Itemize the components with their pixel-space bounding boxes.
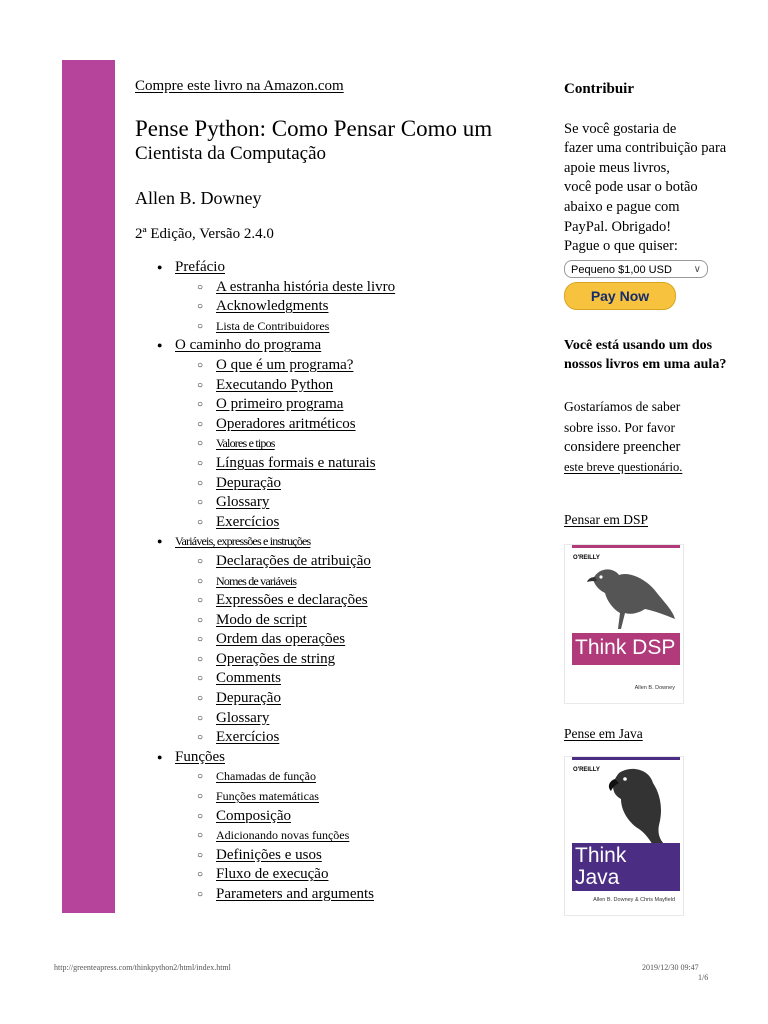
table-of-contents — [135, 258, 535, 905]
contribute-heading: Contribuir — [564, 81, 635, 97]
toc-section-list — [175, 356, 535, 532]
toc-section — [175, 611, 535, 631]
amazon-link[interactable]: Compre este livro na Amazon.com — [135, 78, 344, 94]
footer-url: http://greenteapress.com/thinkpython2/html/index.html — [54, 963, 231, 972]
toc-section-link[interactable]: Valores e tipos — [216, 436, 275, 451]
title-line: Pense Python: Como Pensar Como um — [135, 116, 493, 141]
cover-title-line: Java — [575, 865, 620, 889]
toc-section — [175, 709, 535, 729]
toc-chapter — [135, 336, 535, 532]
survey-text — [564, 397, 744, 477]
toc-section — [175, 650, 535, 670]
toc-section — [175, 826, 535, 846]
class-question — [564, 336, 744, 375]
toc-section — [175, 376, 535, 396]
toc-section-link[interactable]: Definições e usos — [216, 846, 322, 863]
toc-section — [175, 317, 535, 337]
toc-section — [175, 865, 535, 885]
cover-title-band — [572, 843, 680, 891]
toc-section-list — [175, 767, 535, 904]
toc-section — [175, 591, 535, 611]
cover-title: Think DSP — [575, 635, 676, 659]
bird-illustration-icon — [585, 559, 677, 633]
toc-section-link[interactable]: Operadores aritméticos — [216, 415, 356, 432]
chevron-down-icon: ∨ — [693, 263, 701, 275]
toc-section-link[interactable]: O primeiro programa — [216, 396, 344, 413]
contribute-line: fazer uma contribuição para — [564, 140, 727, 157]
cover-author: Allen B. Downey — [634, 685, 675, 692]
toc-section-link[interactable]: Parameters and arguments — [216, 886, 375, 902]
contribute-line: Se você gostaria de — [564, 120, 677, 137]
toc-chapter — [135, 532, 535, 748]
cover-top-bar — [572, 545, 680, 548]
toc-section-link[interactable]: Funções matemáticas — [216, 789, 319, 804]
toc-section-link[interactable]: Declarações de atribuição — [216, 552, 371, 569]
cover-title-band — [572, 633, 680, 665]
page-title — [135, 115, 525, 165]
toc-section — [175, 395, 535, 415]
toc-section-link[interactable]: Fluxo de execução — [216, 866, 329, 883]
cover-publisher: O'REILLY — [573, 554, 600, 561]
contribute-line: Pague o que quiser: — [564, 238, 678, 255]
cover-top-bar — [572, 757, 680, 760]
toc-section-link[interactable]: Lista de Contribuidores — [216, 318, 330, 333]
title-subline: Cientista da Computação — [135, 142, 327, 164]
contribute-line: PayPal. Obrigado! — [564, 218, 672, 235]
footer-date: 2019/12/30 09:47 — [642, 963, 699, 972]
toc-section — [175, 846, 535, 866]
think-java-cover[interactable] — [564, 756, 684, 916]
toc-section-list — [175, 552, 535, 748]
toc-section-link[interactable]: Exercícios — [216, 513, 280, 530]
toc-section-link[interactable]: O que é um programa? — [216, 356, 354, 373]
toc-chapter-link[interactable]: Prefácio — [175, 259, 225, 275]
toc-section — [175, 493, 535, 513]
toc-section-link[interactable]: Composição — [216, 807, 291, 824]
toc-section — [175, 630, 535, 650]
toc-section — [175, 434, 535, 454]
toc-section-list — [175, 278, 535, 337]
toc-chapter-link[interactable]: Funções — [175, 748, 225, 765]
toc-section-link[interactable]: Ordem das operações — [216, 631, 346, 648]
survey-line: considere preencher — [564, 439, 681, 456]
toc-section-link[interactable]: Exercícios — [216, 729, 280, 746]
toc-section-link[interactable]: Depuração — [216, 474, 281, 491]
footer-page-number: 1/6 — [698, 973, 709, 982]
toc-chapter — [135, 748, 535, 905]
toc-section — [175, 356, 535, 376]
survey-line: Gostaríamos de saber — [564, 398, 681, 414]
contribute-line: apoie meus livros, — [564, 159, 670, 176]
toc-section-link[interactable]: Acknowledgments — [216, 298, 329, 315]
toc-section — [175, 278, 535, 298]
toc-section — [175, 728, 535, 748]
toc-section-link[interactable]: Operações de string — [216, 650, 336, 667]
toc-section — [175, 787, 535, 807]
toc-section — [175, 807, 535, 827]
toc-section — [175, 689, 535, 709]
think-java-link[interactable]: Pense em Java — [564, 725, 643, 741]
survey-link[interactable]: este breve questionário. — [564, 459, 683, 474]
toc-section-link[interactable]: Adicionando novas funções — [216, 828, 350, 843]
survey-line: sobre isso. Por favor — [564, 419, 675, 435]
edition-info: 2ª Edição, Versão 2.4.0 — [135, 226, 274, 242]
toc-section-link[interactable]: Glossary — [216, 494, 270, 511]
toc-section — [175, 552, 535, 572]
contribute-line: abaixo e pague com — [564, 198, 680, 215]
payment-amount-value: Pequeno $1,00 USD — [571, 263, 672, 276]
class-question-line: Você está usando um dos — [564, 337, 713, 353]
toc-section-link[interactable]: Depuração — [216, 690, 281, 707]
toc-section-link[interactable]: Modo de script — [216, 611, 307, 628]
toc-section — [175, 767, 535, 787]
cover-author: Allen B. Downey & Chris Mayfield — [593, 896, 675, 903]
toc-section-link[interactable]: Expressões e declarações — [216, 592, 368, 609]
toc-section-link[interactable]: Chamadas de função — [216, 769, 316, 784]
toc-section — [175, 454, 535, 474]
toc-chapter-link[interactable]: O caminho do programa — [175, 337, 322, 354]
contribute-text — [564, 120, 744, 257]
think-dsp-cover[interactable] — [564, 544, 684, 704]
toc-section — [175, 513, 535, 533]
payment-amount-select[interactable] — [564, 260, 708, 278]
toc-section — [175, 669, 535, 689]
author-name: Allen B. Downey — [135, 188, 262, 208]
toc-chapter-link[interactable]: Variáveis, expressões e instruções — [175, 534, 311, 549]
decorative-sidebar-bar — [62, 60, 115, 913]
cover-title-line: Think — [575, 843, 627, 867]
toc-section — [175, 474, 535, 494]
toc-chapter — [135, 258, 535, 336]
sidebar — [564, 80, 744, 916]
cover-title — [572, 843, 680, 889]
toc-section — [175, 415, 535, 435]
toc-section-link[interactable]: Glossary — [216, 709, 270, 726]
toc-section — [175, 297, 535, 317]
toc-section — [175, 572, 535, 592]
think-dsp-link[interactable]: Pensar em DSP — [564, 512, 648, 528]
parrot-illustration-icon — [599, 765, 675, 845]
class-question-line: nossos livros em uma aula? — [564, 357, 727, 373]
toc-section-link[interactable]: Nomes de variáveis — [216, 573, 297, 588]
toc-section-link[interactable]: Comments — [216, 670, 282, 687]
cover-publisher: O'REILLY — [573, 766, 600, 773]
toc-section-link[interactable]: Línguas formais e naturais — [216, 454, 376, 471]
toc-section-link[interactable]: Executando Python — [216, 376, 334, 393]
toc-section-link[interactable]: A estranha história deste livro — [216, 278, 396, 295]
contribute-line: você pode usar o botão — [564, 179, 698, 196]
paypal-pay-now-button[interactable]: Pay Now — [564, 282, 676, 310]
toc-section — [175, 885, 535, 905]
